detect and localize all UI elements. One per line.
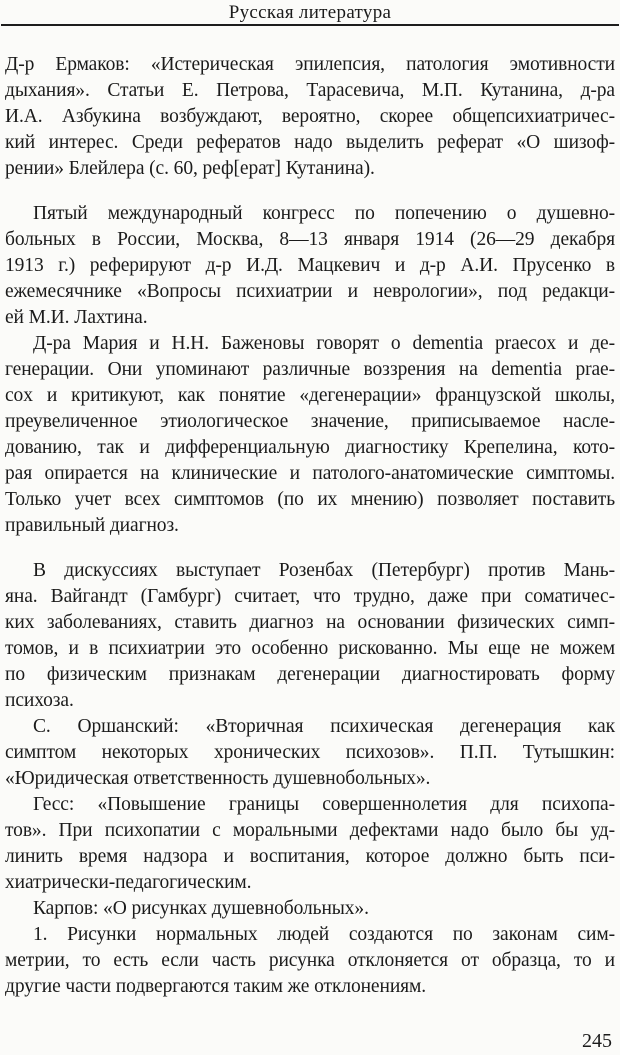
text-line: В дискуссиях выступает Розенбах (Петербург) против Мань- [33, 560, 615, 581]
paragraph [5, 558, 615, 714]
paragraph [5, 331, 615, 539]
text-line: Пятый международный конгресс по попечению о душевно- [33, 203, 615, 224]
text-line: по физическим признакам дегенерации диагностировать форму [5, 664, 615, 685]
text-line: правильный диагноз. [5, 515, 179, 536]
body-text [0, 26, 620, 1000]
text-line: Только учет всех симптомов (по их мнению) позволяет поставить [5, 489, 615, 510]
text-line: хиатрически-педагогическим. [5, 872, 252, 893]
text-line: метрии, то есть если часть рисунка отклоняется от образца, то и [5, 950, 615, 971]
paragraph [5, 52, 615, 182]
paragraph [5, 896, 615, 922]
text-line: С. Оршанский: «Вторичная психическая дегенерация как [33, 716, 615, 737]
text-line: психоза. [5, 690, 74, 711]
text-line: ей М.И. Лахтина. [5, 307, 148, 328]
text-line: больных в России, Москва, 8—13 января 1914 (26—29 декабря [5, 229, 615, 250]
text-line: 1913 г.) реферируют д-р И.Д. Мацкевич и д-р А.И. Прусенко в [5, 255, 615, 276]
text-line: Д-ра Мария и Н.Н. Баженовы говорят о dementia praecox и де- [33, 333, 615, 354]
text-line: преувеличенное этиологическое значение, приписываемое насле- [5, 411, 615, 432]
text-line: томов, и в психиатрии это особенно рискованно. Мы еще не можем [5, 638, 615, 659]
running-header [0, 0, 620, 23]
text-line: «Юридическая ответственность душевнобольных». [5, 768, 431, 789]
text-line: кий интерес. Среди рефератов надо выделить реферат «О шизоф- [5, 132, 615, 153]
running-header-title: Русская литература [228, 2, 392, 23]
text-line: другие части подвергаются таким же отклонениям. [5, 976, 427, 997]
text-line: дыхания». Статьи Е. Петрова, Тарасевича, М.П. Кутанина, д-ра [5, 80, 615, 101]
text-line: рении» Блейлера (с. 60, реф[ерат] Кутанина). [5, 158, 375, 179]
paragraph [5, 792, 615, 896]
text-line: 1. Рисунки нормальных людей создаются по законам сим- [33, 924, 615, 945]
text-line: ежемесячнике «Вопросы психиатрии и неврологии», под редакци- [5, 281, 615, 302]
text-line: тов». При психопатии с моральными дефектами надо было бы уд- [5, 820, 615, 841]
text-line: генерации. Они упоминают различные воззрения на dementia prae- [5, 359, 615, 380]
paragraph [5, 201, 615, 331]
text-line: И.А. Азбукина возбуждают, вероятно, скорее общепсихиатричес- [5, 106, 615, 127]
paragraph [5, 922, 615, 1000]
text-line: Гесс: «Повышение границы совершеннолетия для психопа- [33, 794, 615, 815]
text-line: яна. Вайгандт (Гамбург) считает, что трудно, даже при соматичес- [5, 586, 615, 607]
text-line: Карпов: «О рисунках душевнобольных». [33, 898, 369, 919]
text-line: дованию, так и дифференциальную диагностику Крепелина, кото- [5, 437, 615, 458]
text-line: Д-р Ермаков: «Истерическая эпилепсия, патология эмотивности [5, 54, 615, 75]
text-line: линить время надзора и воспитания, которое должно быть пси- [5, 846, 615, 867]
text-line: cox и критикуют, как понятие «дегенерации» французской школы, [5, 385, 615, 406]
page-number: 245 [582, 1030, 612, 1052]
paragraph [5, 714, 615, 792]
text-line: симптом некоторых хронических психозов». П.П. Тутышкин: [5, 742, 615, 763]
text-line: рая опирается на клинические и патолого-анатомические симптомы. [5, 463, 615, 484]
text-line: ких заболеваниях, ставить диагноз на основании физических симп- [5, 612, 615, 633]
